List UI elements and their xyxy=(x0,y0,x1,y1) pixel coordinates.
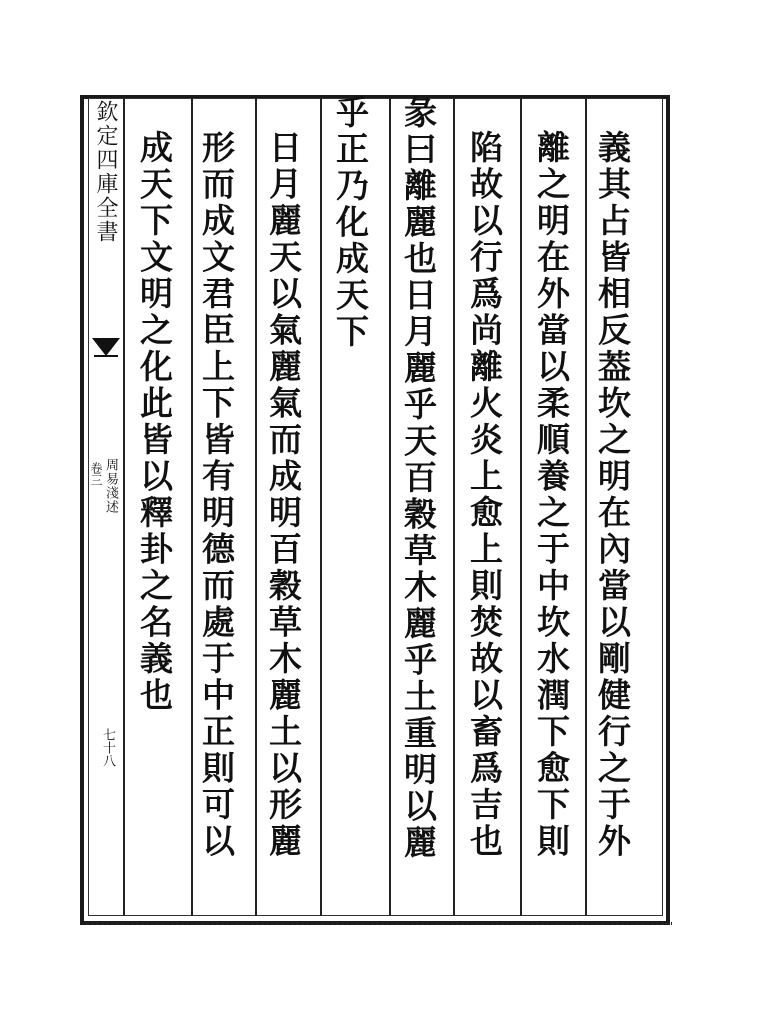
text-column-8: 成天下文明之化此皆以釋卦之名義也 xyxy=(135,130,174,714)
column-rule xyxy=(520,98,522,916)
column-rule xyxy=(453,98,455,916)
column-rule xyxy=(585,98,587,916)
text-column-2: 離之明在外當以柔順養之于中坎水潤下愈下則 xyxy=(532,130,571,860)
column-rule xyxy=(191,98,193,916)
bottom-edge-rule xyxy=(86,922,672,925)
page-border-inner xyxy=(88,98,663,916)
text-column-1: 義其占皆相反葢坎之明在內當以剛健行之于外 xyxy=(593,130,632,860)
fish-tail-mark-icon xyxy=(92,338,120,356)
collection-title: 欽定四庫全書 xyxy=(93,100,118,244)
text-column-4: 彖曰離麗也日月麗乎天百穀草木麗乎土重明以麗 xyxy=(399,95,438,862)
fish-tail-bar xyxy=(94,355,118,357)
book-title: 周易淺述 xyxy=(103,458,118,514)
column-rule xyxy=(320,98,322,916)
juan-label: 卷三 xyxy=(89,462,103,486)
text-column-5: 乎正乃化成天下 xyxy=(331,95,370,351)
text-column-6: 日月麗天以氣麗氣而成明百穀草木麗土以形麗 xyxy=(264,130,303,860)
column-rule xyxy=(255,98,257,916)
text-column-7: 形而成文君臣上下皆有明德而處于中正則可以 xyxy=(197,130,236,860)
page-number: 七十八 xyxy=(100,728,115,767)
column-rule xyxy=(389,98,391,916)
text-column-3: 陷故以行爲尚離火炎上愈上則焚故以畜爲吉也 xyxy=(465,130,504,860)
